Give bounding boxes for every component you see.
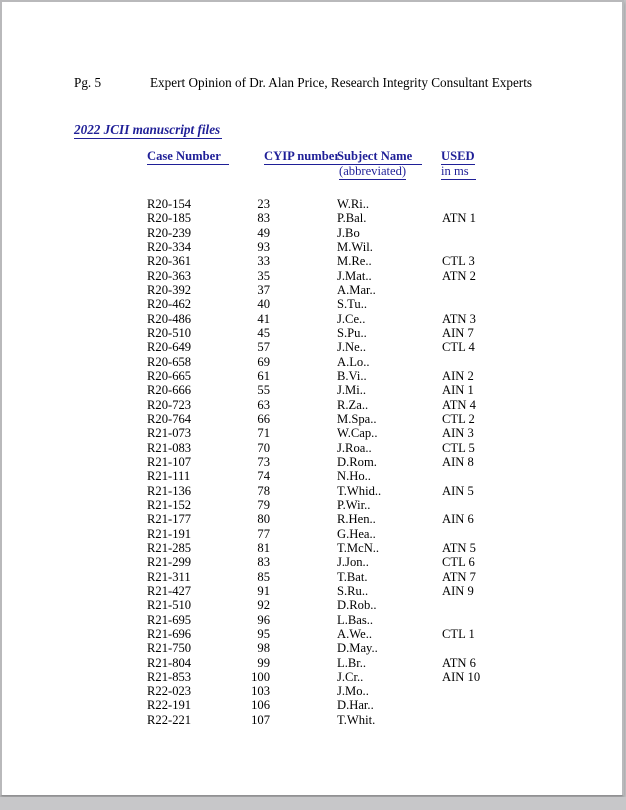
table-row (2, 426, 622, 440)
case-number-cell: R20-239 (147, 225, 192, 240)
used-in-ms-cell: CTL 2 (442, 411, 475, 426)
case-number-cell: R21-299 (147, 555, 192, 570)
cyip-number-cell: 95 (257, 626, 270, 641)
subject-name-cell: A.Mar.. (337, 282, 376, 297)
subject-name-cell: M.Spa.. (337, 411, 377, 426)
table-row (2, 398, 622, 412)
subject-name-cell: D.Rom. (337, 454, 377, 469)
used-in-ms-cell: ATN 5 (442, 540, 476, 555)
section-title: 2022 JCII manuscript files (74, 122, 221, 137)
cyip-number-cell: 70 (257, 440, 270, 455)
case-number-cell: R20-510 (147, 325, 192, 340)
case-number-cell: R21-427 (147, 583, 192, 598)
used-in-ms-cell: AIN 8 (442, 454, 474, 469)
case-number-cell: R20-658 (147, 354, 192, 369)
case-number-cell: R21-695 (147, 612, 192, 627)
case-number-cell: R20-665 (147, 368, 192, 383)
column-header-subject-name: Subject Name (337, 149, 422, 165)
table-row (2, 283, 622, 297)
table-row (2, 613, 622, 627)
table-row (2, 627, 622, 641)
table-row (2, 254, 622, 268)
case-number-cell: R21-083 (147, 440, 192, 455)
subject-name-cell: T.Whid.. (337, 483, 382, 498)
table-row (2, 469, 622, 483)
case-number-cell: R21-696 (147, 626, 192, 641)
table-row (2, 598, 622, 612)
used-in-ms-cell: ATN 7 (442, 569, 476, 584)
case-number-cell: R21-136 (147, 483, 192, 498)
cyip-number-cell: 99 (257, 655, 270, 670)
subject-name-cell: M.Wil. (337, 239, 373, 254)
table-row (2, 484, 622, 498)
table-row (2, 269, 622, 283)
subject-name-cell: N.Ho.. (337, 469, 371, 484)
table-row (2, 297, 622, 311)
used-in-ms-cell: ATN 1 (442, 211, 476, 226)
subject-name-cell: D.May.. (337, 641, 378, 656)
column-header-used: USED (441, 149, 475, 163)
subject-name-cell: S.Pu.. (337, 325, 367, 340)
subject-name-cell: J.Ne.. (337, 340, 367, 355)
used-in-ms-cell: ATN 2 (442, 268, 476, 283)
subject-name-cell: L.Bas.. (337, 612, 374, 627)
page-number-label: Pg. 5 (74, 75, 102, 90)
case-number-cell: R20-462 (147, 297, 192, 312)
subject-name-cell: L.Br.. (337, 655, 367, 670)
subject-name-cell: T.Bat. (337, 569, 368, 584)
subject-name-cell: J.Mi.. (337, 383, 367, 398)
subject-name-cell: A.We.. (337, 626, 373, 641)
used-in-ms-cell: CTL 1 (442, 626, 475, 641)
case-number-cell: R21-510 (147, 598, 192, 613)
page-bottom-gap (0, 797, 626, 810)
case-number-cell: R22-023 (147, 684, 192, 699)
used-in-ms-cell: AIN 1 (442, 383, 474, 398)
used-in-ms-cell: CTL 4 (442, 340, 475, 355)
subject-name-cell: W.Ri.. (337, 197, 370, 211)
table-row (2, 670, 622, 684)
used-in-ms-cell: CTL 6 (442, 555, 475, 570)
table-body (2, 197, 622, 727)
subject-name-cell: W.Cap.. (337, 426, 378, 441)
cyip-number-cell: 40 (257, 297, 270, 312)
cyip-number-cell: 107 (251, 712, 270, 727)
subject-name-cell: J.Cr.. (337, 669, 364, 684)
case-number-cell: R21-107 (147, 454, 192, 469)
case-number-cell: R21-177 (147, 512, 192, 527)
cyip-number-cell: 106 (251, 698, 270, 713)
case-number-cell: R20-764 (147, 411, 192, 426)
used-in-ms-cell: ATN 4 (442, 397, 476, 412)
subject-name-cell: P.Bal. (337, 211, 367, 226)
cyip-number-cell: 85 (257, 569, 270, 584)
column-header-case-number: Case Number (147, 149, 229, 165)
subject-name-cell: G.Hea.. (337, 526, 376, 541)
cyip-number-cell: 78 (257, 483, 270, 498)
used-in-ms-cell: AIN 6 (442, 512, 474, 527)
subject-name-cell: J.Roa.. (337, 440, 372, 455)
case-number-cell: R21-853 (147, 669, 192, 684)
cyip-number-cell: 35 (257, 268, 270, 283)
subject-name-cell: R.Hen.. (337, 512, 376, 527)
cyip-number-cell: 92 (257, 598, 270, 613)
subject-name-cell: J.Jon.. (337, 555, 369, 570)
cyip-number-cell: 100 (251, 669, 270, 684)
subject-name-cell: B.Vi.. (337, 368, 367, 383)
cyip-number-cell: 80 (257, 512, 270, 527)
table-row (2, 240, 622, 254)
table-row (2, 498, 622, 512)
subject-name-cell: J.Mo.. (337, 684, 369, 699)
subject-name-cell: S.Ru.. (337, 583, 369, 598)
table-row (2, 340, 622, 354)
subject-name-cell: T.Whit. (337, 712, 376, 727)
table-row (2, 570, 622, 584)
cyip-number-cell: 49 (257, 225, 270, 240)
document-header-title: Expert Opinion of Dr. Alan Price, Research Integrity Consultant Experts (150, 75, 532, 90)
case-number-cell: R21-191 (147, 526, 192, 541)
case-number-cell: R21-285 (147, 540, 192, 555)
column-header-subject-abbreviated: (abbreviated) (339, 164, 407, 178)
table-row (2, 326, 622, 340)
table-row (2, 226, 622, 240)
case-number-cell: R21-311 (147, 569, 191, 584)
table-row (2, 441, 622, 455)
cyip-number-cell: 55 (257, 383, 270, 398)
subject-name-cell: J.Ce.. (337, 311, 366, 326)
subject-name-cell: J.Mat.. (337, 268, 372, 283)
case-number-cell: R20-649 (147, 340, 192, 355)
table-row (2, 355, 622, 369)
cyip-number-cell: 81 (257, 540, 270, 555)
subject-name-cell: D.Rob.. (337, 598, 377, 613)
used-in-ms-cell: AIN 5 (442, 483, 474, 498)
table-row (2, 512, 622, 526)
cyip-number-cell: 73 (257, 454, 270, 469)
subject-name-cell: A.Lo.. (337, 354, 370, 369)
case-number-cell: R21-804 (147, 655, 192, 670)
table-row (2, 684, 622, 698)
case-number-cell: R20-361 (147, 254, 192, 269)
cyip-number-cell: 103 (251, 684, 270, 699)
cyip-number-cell: 83 (257, 555, 270, 570)
case-number-cell: R20-392 (147, 282, 192, 297)
table-row (2, 211, 622, 225)
table-row (2, 656, 622, 670)
table-row (2, 197, 622, 211)
case-number-cell: R21-152 (147, 497, 192, 512)
cyip-number-cell: 45 (257, 325, 270, 340)
table-row (2, 412, 622, 426)
case-number-cell: R21-073 (147, 426, 192, 441)
case-number-cell: R20-334 (147, 239, 192, 254)
cyip-number-cell: 66 (257, 411, 270, 426)
table-row (2, 555, 622, 569)
table-row (2, 369, 622, 383)
cyip-number-cell: 61 (257, 368, 270, 383)
cyip-number-cell: 91 (257, 583, 270, 598)
used-in-ms-cell: ATN 3 (442, 311, 476, 326)
column-header-cyip-number: CYIP number (264, 149, 340, 163)
table-row (2, 455, 622, 469)
subject-name-cell: T.McN.. (337, 540, 380, 555)
cyip-number-cell: 23 (257, 197, 270, 211)
subject-name-cell: J.Bo (337, 225, 360, 240)
subject-name-cell: M.Re.. (337, 254, 372, 269)
cyip-number-cell: 71 (257, 426, 270, 441)
table-row (2, 641, 622, 655)
cyip-number-cell: 83 (257, 211, 270, 226)
subject-name-cell: R.Za.. (337, 397, 369, 412)
case-number-cell: R20-185 (147, 211, 192, 226)
table-row (2, 713, 622, 727)
cyip-number-cell: 93 (257, 239, 270, 254)
used-in-ms-cell: ATN 6 (442, 655, 476, 670)
column-header-used-in-ms: in ms (441, 164, 476, 180)
cyip-number-cell: 57 (257, 340, 270, 355)
cyip-number-cell: 33 (257, 254, 270, 269)
case-number-cell: R22-221 (147, 712, 192, 727)
used-in-ms-cell: AIN 2 (442, 368, 474, 383)
cyip-number-cell: 41 (257, 311, 270, 326)
cyip-number-cell: 37 (257, 282, 270, 297)
cyip-number-cell: 96 (257, 612, 270, 627)
table-row (2, 527, 622, 541)
cyip-number-cell: 77 (257, 526, 270, 541)
cyip-number-cell: 79 (257, 497, 270, 512)
case-number-cell: R20-363 (147, 268, 192, 283)
case-number-cell: R20-154 (147, 197, 192, 211)
subject-name-cell: S.Tu.. (337, 297, 367, 312)
subject-name-cell: D.Har.. (337, 698, 374, 713)
cyip-number-cell: 74 (257, 469, 270, 484)
used-in-ms-cell: AIN 7 (442, 325, 474, 340)
case-number-cell: R20-666 (147, 383, 192, 398)
cyip-number-cell: 69 (257, 354, 270, 369)
case-number-cell: R21-111 (147, 469, 191, 484)
table-row (2, 383, 622, 397)
table-row (2, 584, 622, 598)
case-number-cell: R20-486 (147, 311, 192, 326)
case-number-cell: R22-191 (147, 698, 192, 713)
used-in-ms-cell: AIN 3 (442, 426, 474, 441)
cyip-number-cell: 98 (257, 641, 270, 656)
used-in-ms-cell: CTL 3 (442, 254, 475, 269)
case-number-cell: R21-750 (147, 641, 192, 656)
table-row (2, 698, 622, 712)
used-in-ms-cell: CTL 5 (442, 440, 475, 455)
table-row (2, 541, 622, 555)
cyip-number-cell: 63 (257, 397, 270, 412)
table-row (2, 312, 622, 326)
used-in-ms-cell: AIN 10 (442, 669, 481, 684)
subject-name-cell: P.Wir.. (337, 497, 371, 512)
used-in-ms-cell: AIN 9 (442, 583, 474, 598)
case-number-cell: R20-723 (147, 397, 192, 412)
